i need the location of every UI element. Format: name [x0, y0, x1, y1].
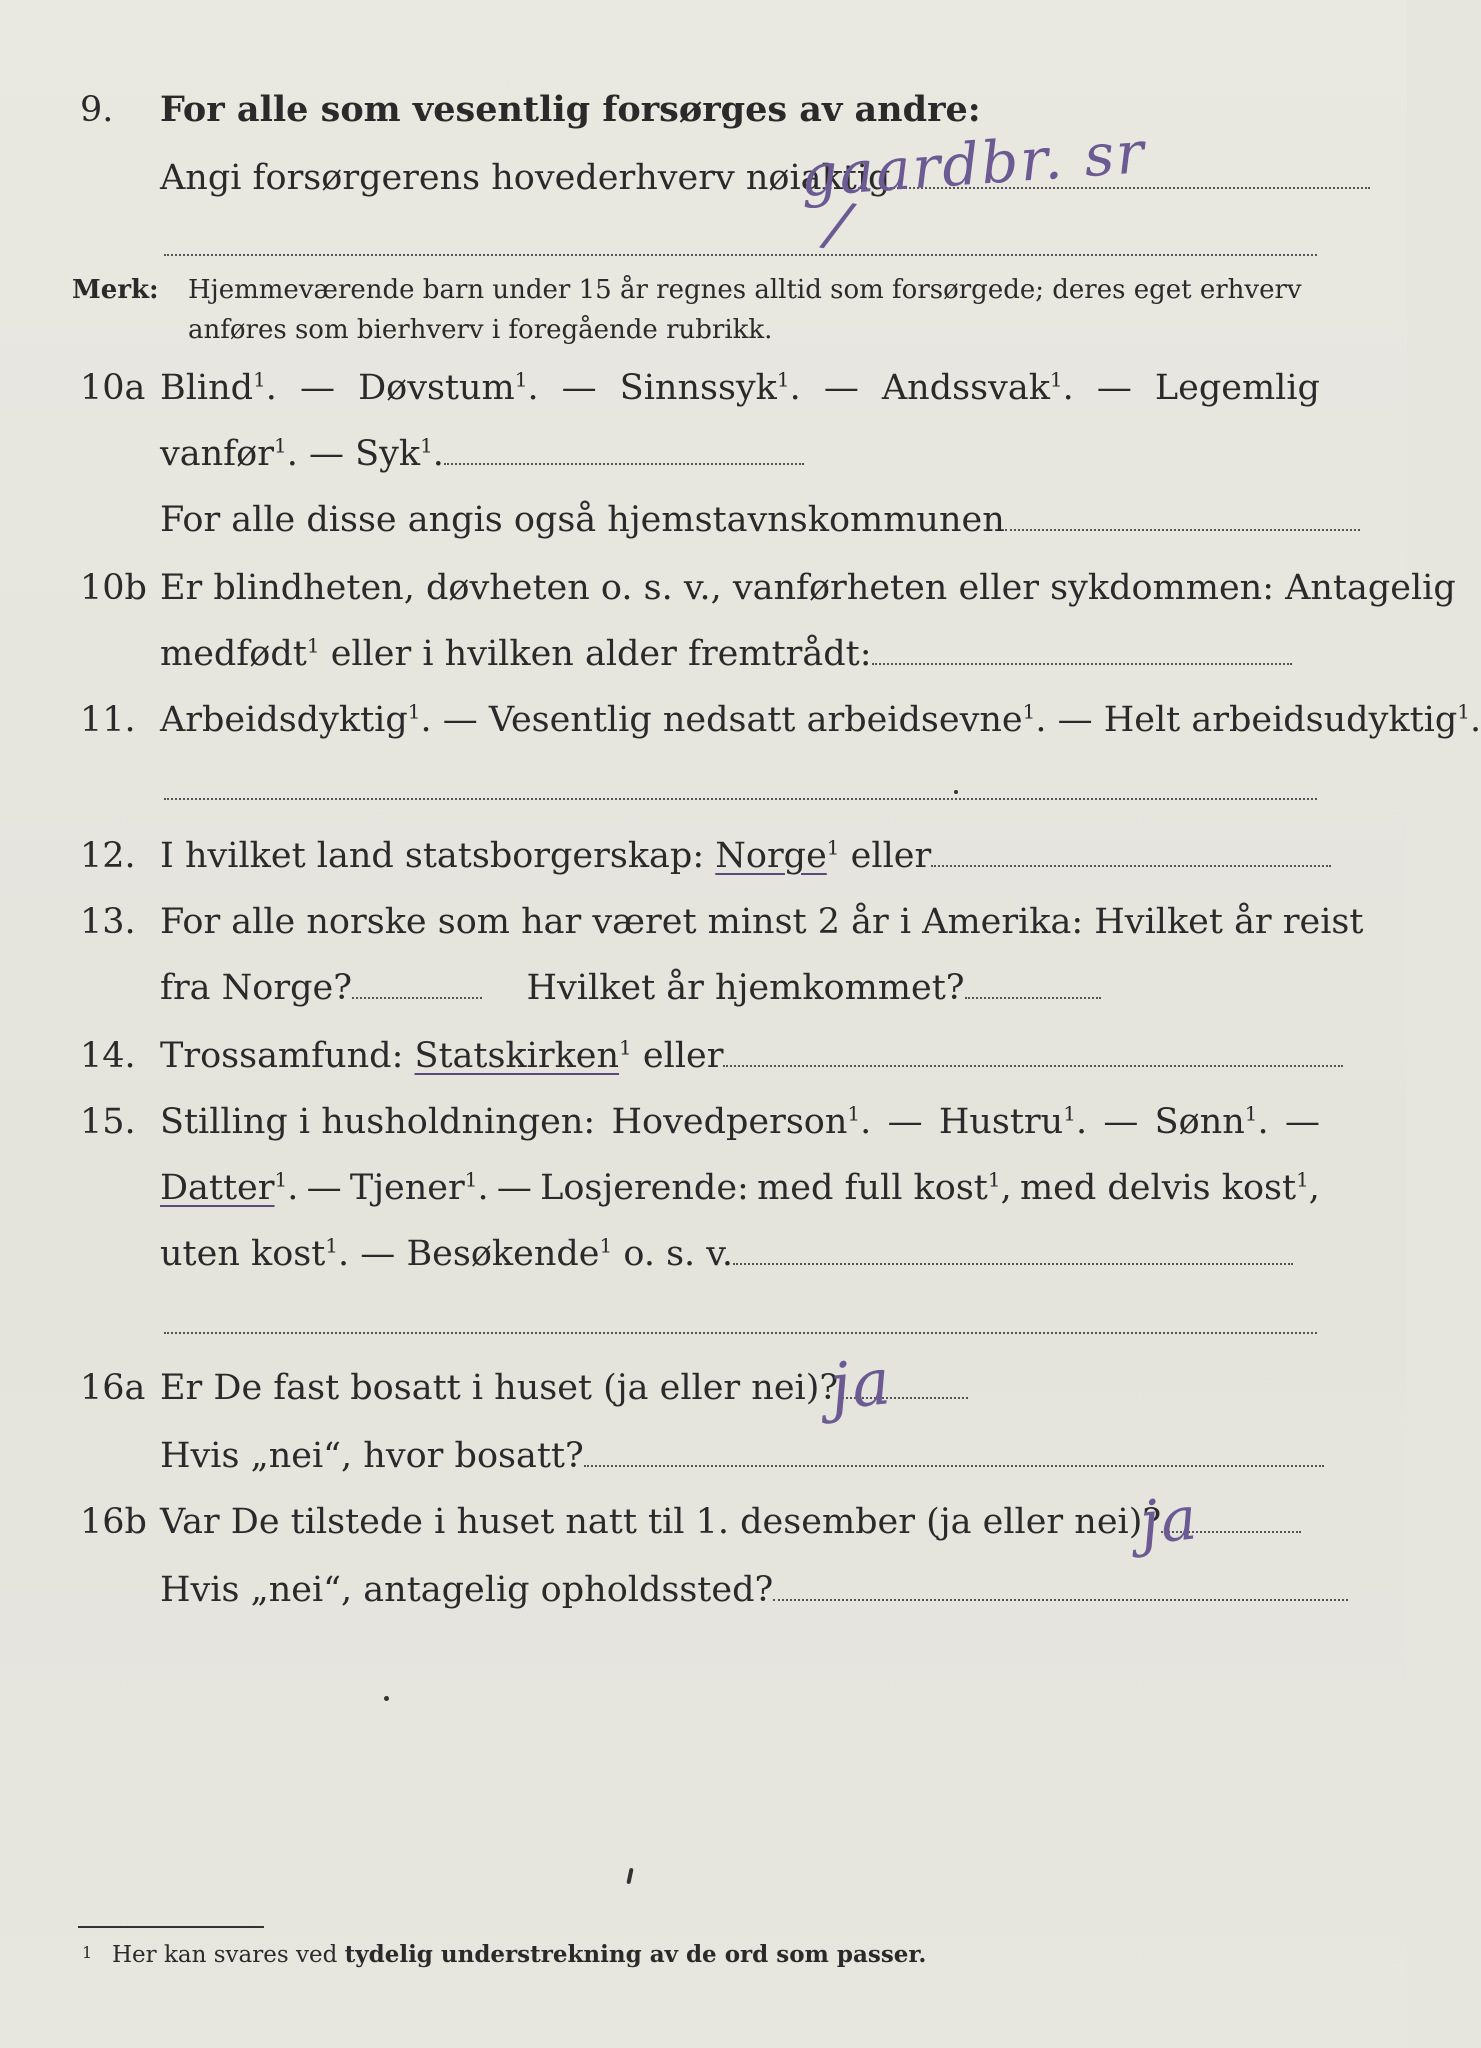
option-uten-kost[interactable]: uten kost [160, 1234, 326, 1274]
answer-line[interactable] [872, 633, 1292, 665]
prompt-text: For alle disse angis også hjemstavnskommunen [160, 500, 1005, 540]
answer-line[interactable] [164, 1332, 1317, 1334]
prompt-text: fra Norge? [160, 968, 352, 1008]
answer-line[interactable] [164, 254, 1317, 256]
option-tjener[interactable]: Tjener [349, 1168, 465, 1208]
option-legemlig[interactable]: Legemlig [1154, 368, 1320, 408]
ink-speck [954, 790, 958, 794]
question-number: 12. [80, 836, 136, 876]
question-text: Stilling i husholdningen: [160, 1102, 596, 1142]
option-blind[interactable]: Blind [160, 368, 254, 408]
answer-line[interactable] [773, 1569, 1348, 1601]
question-text: I hvilket land statsborgerskap: [160, 836, 705, 876]
option-dovstum[interactable]: Døvstum [358, 368, 515, 408]
option-besokende[interactable]: Besøkende [406, 1234, 600, 1274]
option-nedsatt-arbeidsevne[interactable]: Vesentlig nedsatt arbeidsevne [488, 700, 1023, 740]
question-number: 10a [80, 368, 146, 408]
option-datter-underlined[interactable]: Datter [160, 1168, 275, 1208]
footnote-text: Her kan svares ved [112, 1942, 338, 1968]
question-number: 15. [80, 1102, 136, 1142]
option-full-kost[interactable]: med full kost [757, 1168, 988, 1208]
question-number: 14. [80, 1036, 136, 1076]
question-text: Er blindheten, døvheten o. s. v., vanførheten eller sykdommen: Antagelig [160, 568, 1456, 608]
prompt-text: Hvis „nei“, hvor bosatt? [160, 1436, 584, 1476]
census-form-page: 9. For alle som vesentlig forsørges av andre: Angi forsørgerens hovederhverv nøiaktig gaardbr. sr / Merk: Hjemmeværende barn under 15 år regnes alltid som forsørgede; deres eget erhverv anføres som bierhverv i foregående rubrikk. 10a Blind$^1$. — Døvstum$^1$. — Sinnssyk$^1$. — Andssvak$^1$. — Legemlig vanfør$^1$. — Syk$^1$. For alle disse angis også hjemstavnskommunen 10b Er blindheten, døvheten o. s. v., vanførheten eller sykdommen: Antagelig medfødt$^1$ eller i hvilken alder fremtrådt: 11. Arbeidsdyktig$^1$. — Vesentlig nedsatt arbeidsevne$^1$. — Helt arbeidsudyktig$^1$. 12. I hvilket land statsborgerskap: Norge$^1$ eller 13. For alle norske som har været minst 2 år i Amerika: Hvilket år reist fra Norge? Hvilket år hjemkommet? 14. Trossamfund: Statskirken$^1$ eller 15. Stilling i husholdningen: Hovedperson$^1$. — Hustru$^1$. — Sønn$^1$. — Datter$^1$. — Tjener$^1$. — Losjerende: med full kost$^1$, med delvis kost$^1$, uten kost$^1$. — Besøkende$^1$ o. s. v. 16a Er De fast bosatt i huset (ja eller nei)? ja Hvis „nei“, hvor bosatt? 16b Var De tilstede i huset natt til 1. desember (ja eller nei)? ja Hvis „nei“, antagelig opholdssted? 1 Her kan svares ved tydelig understrekning av de ord som passer. [0, 0, 1407, 2048]
footnote [82, 1940, 927, 1970]
footnote-mark: 1 [82, 1943, 93, 1962]
answer-line[interactable] [164, 798, 1317, 800]
option-sonn[interactable]: Sønn [1154, 1102, 1245, 1142]
ink-speck [384, 1696, 389, 1701]
answer-line[interactable] [444, 433, 804, 465]
answer-line[interactable] [723, 1035, 1343, 1067]
handwritten-stroke: / [822, 188, 857, 262]
answer-line[interactable] [352, 967, 482, 999]
question-number: 9. [80, 90, 114, 130]
question-number: 16b [80, 1502, 147, 1542]
option-delvis-kost[interactable]: med delvis kost [1019, 1168, 1297, 1208]
option-arbeidsdyktig[interactable]: Arbeidsdyktig [160, 700, 408, 740]
answer-line[interactable] [584, 1435, 1324, 1467]
question-text: For alle som vesentlig forsørges av andre: [160, 89, 981, 130]
option-vanfor[interactable]: vanfør [160, 434, 274, 474]
option-hustru[interactable]: Hustru [938, 1102, 1064, 1142]
handwritten-answer-q9: gaardbr. sr [798, 118, 1148, 210]
option-andssvak[interactable]: Andssvak [881, 368, 1050, 408]
prompt-text: Angi forsørgerens hovederhverv nøiaktig [160, 158, 891, 198]
question-number: 13. [80, 902, 136, 942]
answer-line[interactable] [1005, 499, 1360, 531]
option-sinnssyk[interactable]: Sinnssyk [619, 368, 777, 408]
option-medfodt[interactable]: medfødt [160, 634, 307, 674]
handwritten-answer-q16b: ja [1136, 1483, 1202, 1559]
question-number: 16a [80, 1368, 146, 1408]
prompt-text: Hvilket år hjemkommet? [526, 968, 965, 1008]
answer-line[interactable] [965, 967, 1101, 999]
option-losjerende: Losjerende: [540, 1168, 749, 1208]
prompt-text: Hvis „nei“, antagelig opholdssted? [160, 1570, 774, 1610]
question-text: Var De tilstede i huset natt til 1. desember (ja eller nei)? [160, 1502, 1162, 1542]
footnote-emphasis: tydelig understrekning av de ord som passer. [344, 1941, 927, 1968]
question-number: 10b [80, 568, 147, 608]
note-line-1: Hjemmeværende barn under 15 år regnes alltid som forsørgede; deres eget erhverv [188, 275, 1302, 305]
note-label: Merk: [72, 275, 159, 305]
answer-line[interactable] [733, 1233, 1293, 1265]
footnote-rule [78, 1926, 264, 1928]
question-text: For alle norske som har været minst 2 år i Amerika: Hvilket år reist [160, 902, 1364, 942]
option-statskirken-underlined[interactable]: Statskirken [414, 1036, 620, 1076]
question-text: Trossamfund: [160, 1036, 404, 1076]
question-text: Er De fast bosatt i huset (ja eller nei)? [160, 1368, 839, 1408]
answer-line[interactable] [931, 835, 1331, 867]
ink-speck [626, 1868, 633, 1884]
prompt-text: eller i hvilken alder fremtrådt: [330, 634, 872, 674]
note-line-2: anføres som bierhverv i foregående rubrikk. [188, 315, 773, 345]
option-syk[interactable]: Syk [355, 434, 421, 474]
option-arbeidsudyktig[interactable]: Helt arbeidsudyktig [1103, 700, 1458, 740]
handwritten-answer-q16a: ja [826, 1344, 896, 1426]
question-number: 11. [80, 700, 136, 740]
option-norge-underlined[interactable]: Norge [715, 836, 827, 876]
option-hovedperson[interactable]: Hovedperson [611, 1102, 848, 1142]
